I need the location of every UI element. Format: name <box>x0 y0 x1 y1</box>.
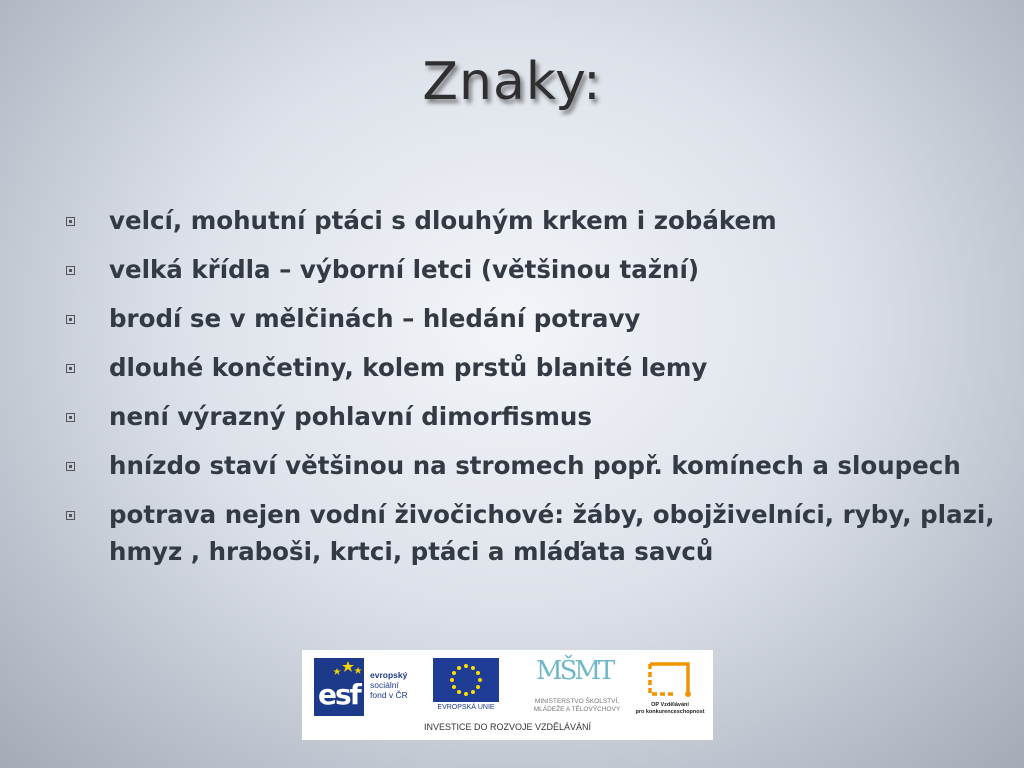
slide-title: Znaky: <box>422 52 602 112</box>
bullet-text: velcí, mohutní ptáci s dlouhým krkem i zobákem <box>109 206 777 235</box>
list-item <box>66 300 1016 337</box>
list-item <box>66 251 1016 288</box>
square-bullet-icon <box>66 462 75 471</box>
eu-label: EVROPSKÁ UNIE <box>437 704 495 711</box>
esf-logo <box>314 658 422 718</box>
list-item <box>66 447 1016 484</box>
bullet-list <box>66 202 1016 582</box>
bullet-text: velká křídla – výborní letci (většinou tažní) <box>109 255 700 284</box>
msmt-line2: MLÁDEŽE A TĚLOVÝCHOVY <box>533 706 621 713</box>
eu-stars-icon <box>433 658 499 702</box>
list-item <box>66 349 1016 386</box>
list-item <box>66 496 1016 570</box>
msmt-line1: MINISTERSTVO ŠKOLSTVÍ, <box>534 698 620 705</box>
square-bullet-icon <box>66 364 75 373</box>
bullet-text: není výrazný pohlavní dimorfismus <box>109 402 592 431</box>
bullet-text: dlouhé končetiny, kolem prstů blanité lemy <box>109 353 708 382</box>
investment-footer: INVESTICE DO ROZVOJE VZDĚLÁVÁNÍ <box>423 722 592 732</box>
square-bullet-icon <box>66 511 75 520</box>
esf-logo-box <box>314 658 364 716</box>
list-item <box>66 202 1016 239</box>
square-bullet-icon <box>66 217 75 226</box>
funding-logos-banner <box>302 650 713 740</box>
esf-mark: esf <box>318 678 360 711</box>
op-caption <box>632 702 708 716</box>
eu-flag <box>433 658 499 702</box>
square-bullet-icon <box>66 266 75 275</box>
bullet-text: potrava nejen vodní živočichové: žáby, obojživelníci, ryby, plazi, hmyz , hraboši, krtci, ptáci a mláďata savců <box>109 500 995 566</box>
list-item <box>66 398 1016 435</box>
op-frame-icon <box>632 658 708 700</box>
esf-caption <box>370 670 408 700</box>
stars-icon <box>314 658 364 678</box>
op-line2: pro konkurenceschopnost <box>635 709 705 715</box>
square-bullet-icon <box>66 413 75 422</box>
op-line1: OP Vzdělávání <box>651 702 689 708</box>
esf-line3: fond v ČR <box>370 690 408 700</box>
bullet-text: hnízdo staví většinou na stromech popř. komínech a sloupech <box>109 451 961 480</box>
msmt-mark: MŠMT <box>536 656 613 686</box>
msmt-caption <box>522 698 632 714</box>
esf-line1: evropský <box>370 670 408 680</box>
bullet-text: brodí se v mělčinách – hledání potravy <box>109 304 641 333</box>
msmt-logo <box>522 656 622 716</box>
esf-line2: sociální <box>370 680 399 690</box>
op-logo <box>632 658 708 722</box>
square-bullet-icon <box>66 315 75 324</box>
